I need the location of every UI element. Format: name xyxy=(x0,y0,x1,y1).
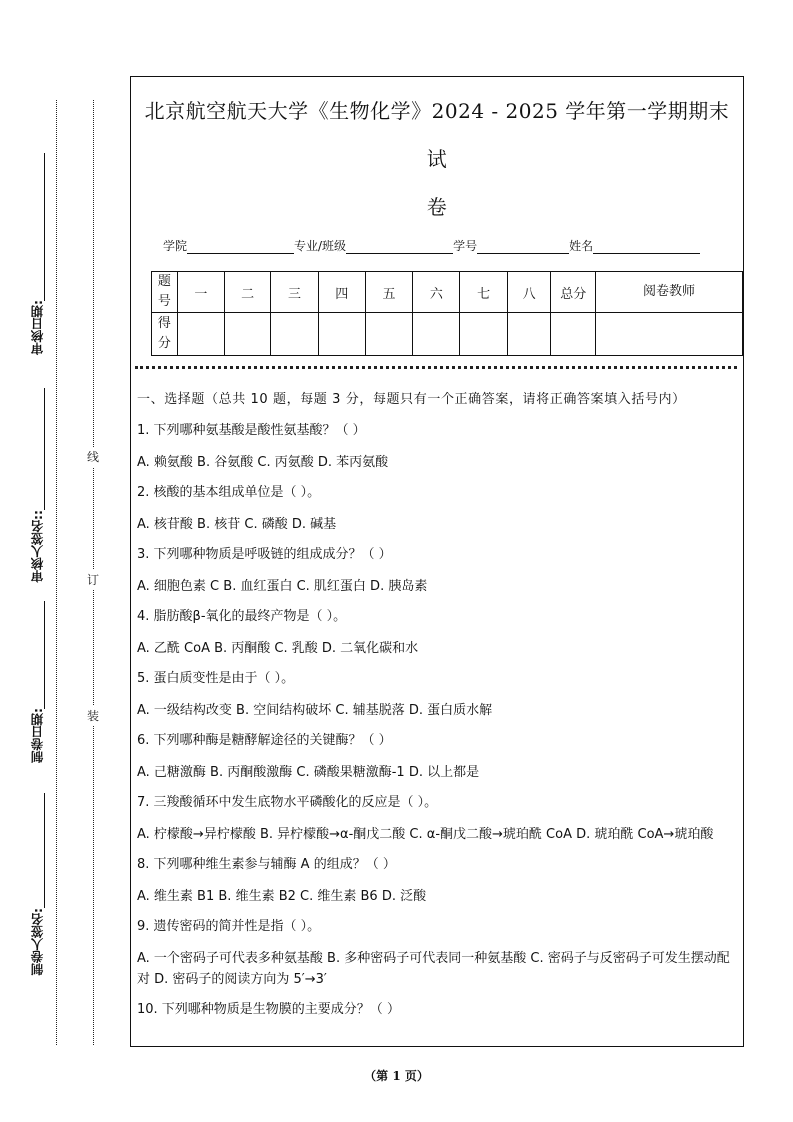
score-row2-label: 得分 xyxy=(152,313,178,356)
question-5: 5. 蛋白质变性是由于（ ）。 xyxy=(137,671,295,686)
score-col-3: 三 xyxy=(271,272,318,313)
score-col-2: 二 xyxy=(224,272,270,313)
score-col-4: 四 xyxy=(318,272,365,313)
student-id-blank[interactable] xyxy=(477,239,569,254)
score-cell-8[interactable] xyxy=(507,313,551,356)
major-class-blank[interactable] xyxy=(346,239,453,254)
score-col-7: 七 xyxy=(460,272,507,313)
question-2-options: A. 核苷酸 B. 核苷 C. 磷酸 D. 碱基 xyxy=(137,517,337,532)
compiler-signature-blank[interactable] xyxy=(44,793,45,908)
question-9-options: A. 一个密码子可代表多种氨基酸 B. 多种密码子可代表同一种氨基酸 C. 密码子与反密码子可发生摆动配对 D. 密码子的阅读方向为 5′→3′ xyxy=(137,951,730,987)
exam-content xyxy=(131,389,743,1021)
question-1-options: A. 赖氨酸 B. 谷氨酸 C. 丙氨酸 D. 苯丙氨酸 xyxy=(137,455,389,470)
college-label: 学院 xyxy=(163,239,188,253)
score-col-total: 总分 xyxy=(551,272,596,313)
review-date-field xyxy=(24,300,52,355)
score-table-score-row xyxy=(152,313,743,356)
reviewer-signature-blank[interactable] xyxy=(44,388,45,510)
score-row1-label: 题号 xyxy=(152,272,178,313)
compiler-signature-field xyxy=(24,908,52,976)
score-cell-total[interactable] xyxy=(551,313,596,356)
exam-frame xyxy=(130,76,744,1047)
reviewer-signature-label: 审核人签名:: xyxy=(30,510,45,583)
score-col-8: 八 xyxy=(507,272,551,313)
question-5-options: A. 一级结构改变 B. 空间结构破坏 C. 辅基脱落 D. 蛋白质水解 xyxy=(137,703,493,718)
binding-dotted-line-outer xyxy=(56,100,57,1045)
score-cell-6[interactable] xyxy=(413,313,460,356)
name-blank[interactable] xyxy=(593,239,700,254)
question-8: 8. 下列哪种维生素参与辅酶 A 的组成？（ ） xyxy=(137,857,396,872)
score-col-6: 六 xyxy=(413,272,460,313)
binding-char-bind: 订 xyxy=(83,570,103,590)
question-3: 3. 下列哪种物质是呼吸链的组成成分？（ ） xyxy=(137,547,392,562)
question-2: 2. 核酸的基本组成单位是（ ）。 xyxy=(137,485,321,500)
review-date-label: 审核日期: xyxy=(30,300,45,355)
question-7-options: A. 柠檬酸→异柠檬酸 B. 异柠檬酸→α-酮戊二酸 C. α-酮戊二酸→琥珀酰 CoA D. 琥珀酰 CoA→琥珀酸 xyxy=(137,827,714,842)
question-3-options: A. 细胞色素 C B. 血红蛋白 C. 肌红蛋白 D. 胰岛素 xyxy=(137,579,428,594)
exam-title-line2: 卷 xyxy=(426,195,448,219)
name-label: 姓名 xyxy=(569,239,594,253)
question-1: 1. 下列哪种氨基酸是酸性氨基酸？（ ） xyxy=(137,423,366,438)
exam-title-line1: 北京航空航天大学《生物化学》2024 - 2025 学年第一学期期末试 xyxy=(144,99,730,171)
question-4: 4. 脂肪酸β-氧化的最终产物是（ ）。 xyxy=(137,609,347,624)
review-date-blank[interactable] xyxy=(44,153,45,301)
score-cell-2[interactable] xyxy=(224,313,270,356)
question-7: 7. 三羧酸循环中发生底物水平磷酸化的反应是（ ）。 xyxy=(137,795,438,810)
reviewer-signature-field xyxy=(24,510,52,583)
page-footer: （第 1 页） xyxy=(364,1069,429,1083)
binding-char-mount: 装 xyxy=(83,706,103,726)
score-col-5: 五 xyxy=(365,272,412,313)
major-class-label: 专业/班级 xyxy=(294,239,347,253)
question-9: 9. 遗传密码的简并性是指（ ）。 xyxy=(137,919,321,934)
score-cell-7[interactable] xyxy=(460,313,507,356)
section-heading: 一、选择题（总共 10 题，每题 3 分，每题只有一个正确答案，请将正确答案填入括号内） xyxy=(137,392,686,407)
question-8-options: A. 维生素 B1 B. 维生素 B2 C. 维生素 B6 D. 泛酸 xyxy=(137,889,427,904)
college-blank[interactable] xyxy=(187,239,294,254)
compile-date-label: 制卷日期: xyxy=(30,708,45,763)
score-col-grader: 阅卷教师 xyxy=(596,272,743,313)
score-table-header-row xyxy=(152,272,743,313)
dotted-separator xyxy=(135,366,737,369)
student-info-row xyxy=(163,237,743,257)
question-10: 10. 下列哪种物质是生物膜的主要成分？（ ） xyxy=(137,1002,400,1017)
compile-date-field xyxy=(24,708,52,763)
score-col-1: 一 xyxy=(177,272,224,313)
score-cell-5[interactable] xyxy=(365,313,412,356)
binding-char-line: 线 xyxy=(83,447,103,467)
question-6-options: A. 己糖激酶 B. 丙酮酸激酶 C. 磷酸果糖激酶-1 D. 以上都是 xyxy=(137,765,480,780)
exam-title xyxy=(131,87,743,231)
score-cell-3[interactable] xyxy=(271,313,318,356)
score-cell-grader[interactable] xyxy=(596,313,743,356)
score-cell-4[interactable] xyxy=(318,313,365,356)
score-cell-1[interactable] xyxy=(177,313,224,356)
question-4-options: A. 乙酰 CoA B. 丙酮酸 C. 乳酸 D. 二氧化碳和水 xyxy=(137,641,419,656)
compiler-signature-label: 制卷人签名: xyxy=(30,908,45,976)
student-id-label: 学号 xyxy=(453,239,478,253)
question-6: 6. 下列哪种酶是糖酵解途径的关键酶？（ ） xyxy=(137,733,392,748)
compile-date-blank[interactable] xyxy=(44,601,45,709)
score-table xyxy=(151,271,743,356)
